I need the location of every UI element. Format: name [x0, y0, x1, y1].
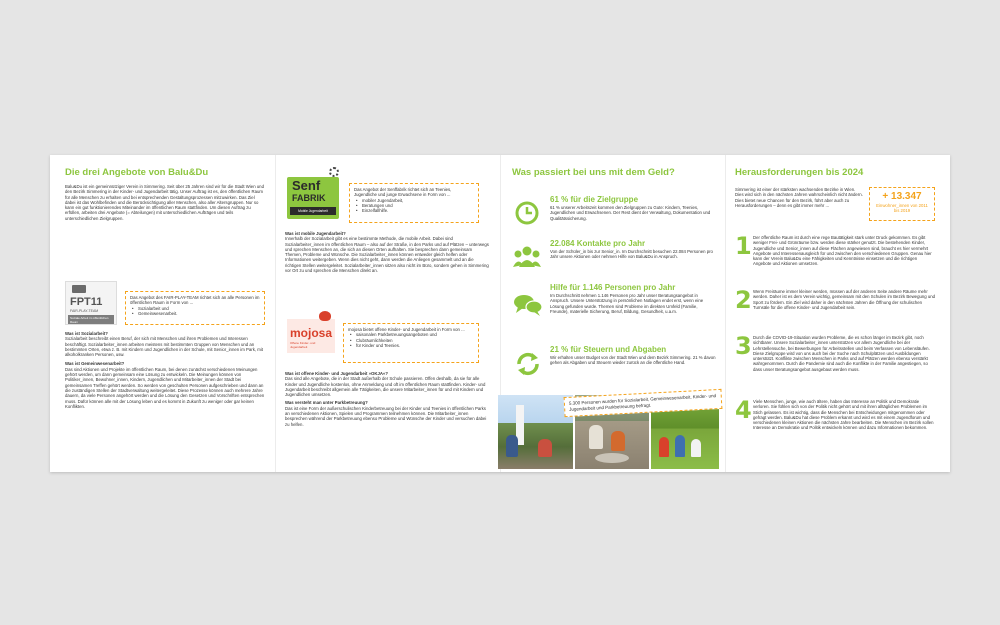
- fpt-faq: [65, 331, 265, 409]
- question-heading: Was ist offene Kinder- und Jugendarbeit »OKJA«?: [285, 371, 388, 376]
- challenge-number: 4: [735, 396, 752, 424]
- fpt-logo-title: FPT11: [70, 296, 103, 308]
- speech-bubbles-icon: [513, 293, 543, 317]
- challenge-text: Der öffentliche Raum ist durch eine rege Bautätigkeit stark unter Druck gekommen. Es gibt weniger Frei- und Grünräume bzw. werden diese stärker genutzt. Die bestehenden Kinder, Jugendliche und Senior_innen auf diese Flächen angewiesen sind, braucht es hier vermehrt Angebote und Interessenausgleich für und zwischen den verschiedenen Gruppen. Genau hier kann der Verein Balu&Du eine Fähigkeiten und Kenntnisse einsetzen und die richtigen Angebote und Aktionen umsetzen.: [753, 235, 932, 267]
- stat-block: [512, 283, 717, 341]
- mojosa-logo-sub: Offene Kinder- und Jugendarbeit: [290, 341, 316, 349]
- question-heading: Was ist Sozialarbeit?: [65, 331, 108, 336]
- fpt-logo-caption: Soziale Arbeit im öffentlichen Raum: [68, 315, 114, 324]
- challenge-item: [735, 232, 935, 267]
- stat-text: Wir erhalten unser Budget von der Stadt Wien und dem Bezirk Simmering. 21 % davon gehen als Abgaben und Steuern wieder zurück an die öffentliche Hand.: [550, 355, 716, 366]
- answer-text: Innerhalb der Sozialarbeit gibt es eine bestimmte Methode, die mobile Arbeit. Dabei sind Sozialarbeiter_innen im öffentlichen Raum – also auf der Straße, in den Parks und auf Plätzen – unterwegs und sprechen Menschen an, die sich an diesen Orten aufhalten. Sie besprechen dann gemeinsam Themen, Probleme und Wünsche. Die Sozialarbeiter_innen können entweder gleich helfen oder Informationen weitergeben. Wenn dies nicht geht, dann werden die Anliegen gesammelt und an die richtigen Stellen weitergeleitet. Sozialarbeiter_innen sitzen also nicht im Büro, sondern gehen in Simmering vor Ort zu und sprechen die Menschen direkt an.: [285, 236, 489, 274]
- fpt-box-item: • Gemeinwesenarbeit.: [130, 311, 260, 316]
- senf-faq: [285, 231, 490, 273]
- challenge-item: [735, 332, 935, 372]
- senf-info-box: [349, 183, 479, 223]
- person-figure: [611, 431, 625, 451]
- senf-logo-sub: Mobile Jugendarbeit: [290, 207, 336, 215]
- mojosa-box-item: • Clubräumlichkeiten: [348, 338, 474, 343]
- fpt-info-box: [125, 291, 265, 325]
- mojosa-logo-text: mojosa: [290, 326, 333, 340]
- mojosa-info-box: [343, 323, 479, 363]
- challenge-text: Durch die COVID-19-Situation wurden Probleme, die es schon länger im Bezirk gibt, noch sichtbarer. Unsere Sozialarbeiter_innen unterstützen vor allem Jugendliche bei der Lehrstellensuche, bei Bewerbungen für Arbeitsstellen und beim Verfassen von Lebensläufen. Diese Zielgruppe wird von uns auch bei der Suche nach Schulplätzen und Ausbildungen unterstützt. Konflikte zwischen Menschen in Parks und auf Plätzen werden ebenso verstärkt wahrgenommen. Durch die Pandemie sind auch die Konflikte in der Familie angestiegen, so dass unser Beratungsangebot ausgebaut werden muss.: [753, 335, 930, 372]
- panel-angebote-2: [285, 163, 495, 468]
- stat-heading: 22.084 Kontakte pro Jahr: [550, 239, 646, 248]
- mojosa-box-item: • für Kinder und Teenies.: [348, 343, 474, 348]
- fpt-logo-sub: FAIR-PLAY-TEAM: [70, 309, 99, 313]
- panel-herausforderungen: [735, 163, 935, 468]
- fpt-box-item: • Sozialarbeit und: [130, 306, 260, 311]
- senf-logo-line1: Senf: [292, 178, 321, 193]
- question-heading: Was ist mobile Jugendarbeit?: [285, 231, 346, 236]
- intro-text: Simmering ist einer der stärksten wachsenden Bezirke in Wien. Dies wird sich in den nächsten Jahren wahrscheinlich nicht ändern. Dies bietet neue Chancen für den Bezirk, führt aber auch zu Herausforderungen – denn es gibt immer mehr ...: [735, 187, 863, 208]
- challenge-text: Viele Menschen, junge, wie auch ältere, haben das Interesse an Politik und Demokratie verloren. Sie fühlen sich von der Politik nicht gehört und mit ihren alltäglichen Problemen im Stich gelassen. Es ist wichtig, dass die Menschen bei Entscheidungen mitgenommen oder gefragt werden. Balu&Du hat diese Problem erkannt und wird es mit einem Jugendforum und verschiedenen kleinen Aktionen die nächsten Jahre bearbeiten. Die Menschen im Bezirk sollen Interesse an Demokratie und Politik entwickeln können und dazu Informationen bekommen.: [753, 399, 934, 431]
- senf-box-item: • mobiler Jugendarbeit,: [354, 198, 474, 203]
- leaflet-sheet: [50, 155, 950, 472]
- answer-text: Das ist eine Form der außerschulischen Kinderbetreuung bei der Kinder und Teenies in öffentlichen Parks an verschiedenen Aktionen, Spielen und Programmen teilnehmen können. Die Mitarbeiter_innen besprechen während der Parkbetreuung ebenso Probleme und Wünsche der Kinder und versuchen dabei zu helfen.: [285, 405, 487, 427]
- fpt-pin-icon: [72, 285, 86, 293]
- growth-label: Einwohner_innen von 2011 bis 2019: [876, 203, 928, 214]
- people-icon: [513, 245, 541, 269]
- senf-box-intro: Das Angebot der Senffabrik richtet sich an Teenies, Jugendliche und junge Erwachsene in Form von ...: [354, 187, 452, 198]
- stat-text: 61 % unserer Arbeitszeit kommen den Zielgruppen zu Gute: Kindern, Teenies, Jugendlichen und Erwachsenen. Der Rest dient der Verwaltung, Dokumentation und Qualitätssicherung.: [550, 205, 711, 221]
- question-heading: Was versteht man unter Parkbetreuung?: [285, 400, 368, 406]
- stat-heading: 21 % für Steuern und Abgaben: [550, 345, 667, 354]
- stat-block: [512, 195, 717, 237]
- fpt11-logo: [65, 281, 117, 325]
- growth-value: + 13.347: [882, 191, 922, 202]
- stat-block: [512, 345, 717, 389]
- senf-box-item: • Beratungen und: [354, 203, 474, 208]
- mojosa-box-intro: mojosa bietet offene Kinder- und Jugendarbeit in Form von ...: [348, 327, 465, 332]
- fpt-box-intro: Das Angebot des FAIR-PLAY-TEAM richtet sich an alle Personen im öffentlichen Raum in Form von ...: [130, 295, 260, 306]
- photo-kids-park: [498, 395, 573, 469]
- challenge-item: [735, 396, 935, 431]
- intro-text: Balu&Du ist ein gemeinnütziger Verein in Simmering. Seit über 25 Jahren sind wir für die Stadt Wien und den Bezirk Simmering in der Kinder- und Jugendarbeit tätig. Unser Auftrag ist es, den öffentlichen Raum für alle Menschen zu erhalten und bei entsprechenden Gestaltungsprozessen mitzuwirken. Das Ziel dabei ist das Wohlbefinden und die Berücksichtigung aller Menschen, also aller Altersgruppen. Nur so kann ein gut funktionierendes Miteinander im öffentlichen Raum stattfinden. Um diesen Auftrag zu erfüllen, arbeiten drei Angebote (= Abteilungen) mit unterschiedlichen Aufträgen und teils unterschiedlichen Zielgruppen.: [65, 184, 264, 221]
- gear-icon: [329, 167, 339, 177]
- challenge-item: [735, 286, 935, 314]
- challenge-number: 1: [735, 232, 752, 260]
- person-figure: [538, 439, 552, 457]
- stat-heading: 61 % für die Zielgruppe: [550, 195, 639, 204]
- answer-text: Sozialarbeit beschreibt einen Beruf, der sich mit Menschen und ihren Problemen und Interessen beschäftigt. Sozialarbeiter_innen arbeiten meistens mit bestimmten Gruppen von Menschen und an bestimmten Orten, etwa z. B. mit Kindern und Jugendlichen in der Schule, mit Senior_innen im Park, mit alkoholkranken Personen, usw.: [65, 336, 263, 358]
- challenge-text: Wenn Freiräume immer kleiner werden, müssen auf der anderen Seite andere Räume mehr werden. Daher ist es dem Verein wichtig, gemeinsam mit den Schulen im Bezirk Bewegung und Sport zu fördern. Ein Ziel wird daher in den nächsten Jahren die Öffnung der schulischen Turnsäle für die offene Kinder- und Jugendarbeit sein.: [753, 289, 935, 310]
- panel-angebote: [65, 163, 265, 468]
- answer-text: Das sind alle Angebote, die in der Stadt außerhalb der Schule passieren. Offen deshalb, da sie für alle Kinder und Jugendliche kostenlos, ohne Anmeldung und oft im öffentlichen Raum stattfinden. Kinder- und Jugendarbeit beschreibt allgemein alle Tätigkeiten, die unsere Mitarbeiter_innen für und mit Kindern und Jugendlichen umsetzen.: [285, 376, 486, 398]
- stat-text: Von der Schüler_in bis zur Senior_in. Im Durchschnitt besuchen 22.084 Personen pro Jahr unsere Aktionen oder nehmen Hilfe von Balu&Du in Anspruch.: [550, 249, 713, 260]
- person-figure: [675, 435, 685, 457]
- table-object: [595, 453, 629, 463]
- panel-title: Herausforderungen bis 2024: [735, 167, 864, 178]
- recycle-arrows-icon: [515, 351, 541, 377]
- clock-icon: [515, 201, 539, 225]
- panel-title: Die drei Angebote von Balu&Du: [65, 167, 209, 178]
- bird-icon: [319, 311, 331, 321]
- challenge-number: 3: [735, 332, 752, 360]
- mojosa-box-item: • saisonalen Parkbetreuungsangeboten und: [348, 332, 474, 337]
- person-figure: [589, 425, 603, 449]
- stat-text: Im Durchschnitt nehmen 1.146 Personen pro Jahr unser Beratungsangebot in Anspruch. Unsere Unterstützung in persönlichen Notlagen endet erst, wenn eine Lösung gefunden wurde. Themen sind Probleme im direkten Umfeld (Familie, Freunde), materielle Sicherung, Beruf, Bildung, Gesundheit, u.a.m.: [550, 293, 704, 314]
- answer-text: Das sind Aktionen und Projekte im öffentlichen Raum, bei denen zunächst verschiedenen Meinungen gehört werden, um dann gemeinsam eine Lösung zu entwickeln. Die Meinungen können von Politiker_innen, Bewohner_innen, Kindern, Jugendlichen und Mitarbeiter_innen der Stadt bei gemeinsamen Treffen gehört werden. So werden von geschulten Personen aufgeschrieben und dann an die zuständigen Stellen der Stadtverwaltung weitergeleitet. Diese Prozesse können auch mehrere Jahre dauern, da viele Personen angehört werden und die Lösung den Gesetzen und Vorschriften entsprechen muss. Dafür können alle mit der Lösung leben und es kommt in Zukunft zu weniger oder gar keinen Konflikten.: [65, 366, 265, 409]
- panel-geld: [512, 163, 717, 468]
- question-heading: Was ist Gemeinwesenarbeit?: [65, 361, 125, 367]
- growth-box: [869, 187, 935, 221]
- person-figure: [659, 437, 669, 457]
- challenge-number: 2: [735, 286, 752, 314]
- fold-line: [725, 155, 726, 472]
- fold-line: [275, 155, 276, 472]
- senf-logo-line2: FABRIK: [292, 193, 326, 203]
- mojosa-logo: [287, 319, 335, 353]
- stat-block: [512, 239, 717, 281]
- senf-box-item: • Einzelfallhilfe.: [354, 208, 474, 213]
- mojosa-faq: [285, 371, 490, 427]
- person-figure: [506, 435, 518, 457]
- panel-title: Was passiert bei uns mit dem Geld?: [512, 167, 675, 178]
- photo-caption: 5.300 Personen wurden für Sozialarbeit, Gemeinwesenarbeit, Kinder- und Jugendarbeit und Parkbetreuung befragt.: [568, 393, 717, 412]
- person-figure: [691, 439, 701, 457]
- stat-heading: Hilfe für 1.146 Personen pro Jahr: [550, 283, 676, 292]
- senffabrik-logo: [287, 177, 339, 219]
